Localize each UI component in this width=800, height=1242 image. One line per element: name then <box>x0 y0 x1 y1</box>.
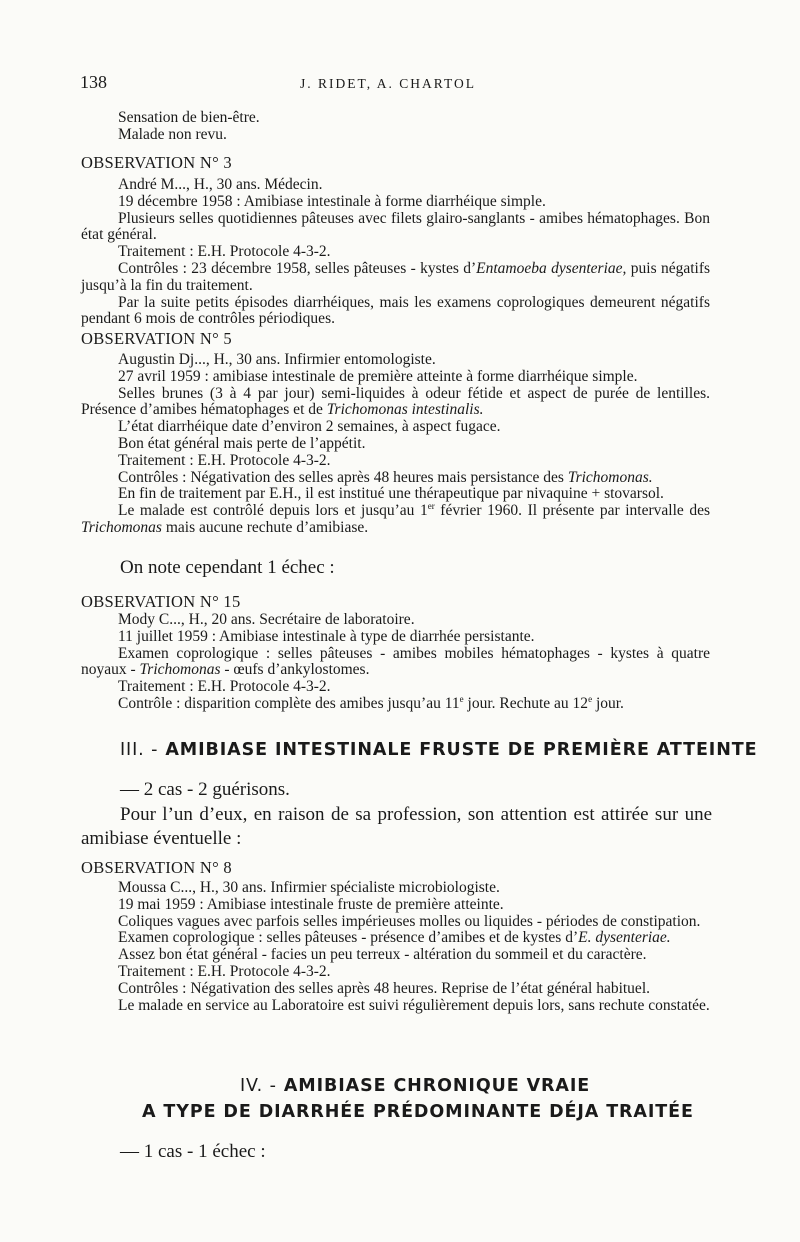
text-line: 11 juillet 1959 : Amibiase intestinale à type de diarrhée persistante. <box>118 627 535 645</box>
paragraph: Coliques vagues avec parfois selles impérieuses molles ou liquides - périodes de constipation. <box>118 912 701 930</box>
observation-3-body <box>81 177 710 328</box>
paragraph: Par la suite petits épisodes diarrhéiques, mais les examens coprologiques demeurent négatifs pendant 6 mois de contrôles périodiques. <box>81 293 710 328</box>
page-number: 138 <box>80 72 107 92</box>
text-line: Contrôle : disparition complète des amibes jusqu’au 11e jour. Rechute au 12e jour. <box>118 693 624 712</box>
text-line: Augustin Dj..., H., 30 ans. Infirmier entomologiste. <box>118 351 436 368</box>
section-3-title: AMIBIASE INTESTINALE FRUSTE DE PREMIÈRE ATTEINTE <box>165 740 758 760</box>
paragraph: En fin de traitement par E.H., il est institué une thérapeutique par nivaquine + stovarsol. <box>118 485 664 503</box>
observation-8-body <box>81 880 710 1014</box>
text-line: Traitement : E.H. Protocole 4-3-2. <box>118 243 331 261</box>
echec-line: On note cependant 1 échec : <box>120 557 335 578</box>
section-4-title-line1: AMIBIASE CHRONIQUE VRAIE <box>283 1076 591 1096</box>
observation-8-title: OBSERVATION N° 8 <box>81 858 232 877</box>
text-line: André M..., H., 30 ans. Médecin. <box>118 176 323 193</box>
text-line: L’état diarrhéique date d’environ 2 semaines, à aspect fugace. <box>118 418 501 436</box>
text-line: Mody C..., H., 20 ans. Secrétaire de laboratoire. <box>118 611 415 628</box>
text-line: Examen coprologique : selles pâteuses - présence d’amibes et de kystes d’E. dysenteriae. <box>118 929 671 947</box>
observation-3-title: OBSERVATION N° 3 <box>81 153 232 172</box>
text-line: Moussa C..., H., 30 ans. Infirmier spécialiste microbiologiste. <box>118 879 500 896</box>
section-4-title-line2: A TYPE DE DIARRHÉE PRÉDOMINANTE DÉJA TRAITÉE <box>142 1102 694 1122</box>
text-line: 19 décembre 1958 : Amibiase intestinale à forme diarrhéique simple. <box>118 192 546 210</box>
text-line: 19 mai 1959 : Amibiase intestinale fruste de première atteinte. <box>118 895 504 913</box>
paragraph: Selles brunes (3 à 4 par jour) semi-liquides à odeur fétide et aspect de purée de lentilles. Présence d’amibes hématophages et de Trichomonas intestinalis. <box>81 384 710 419</box>
text-line: 27 avril 1959 : amibiase intestinale de première atteinte à forme diarrhéique simple. <box>118 367 638 385</box>
observation-15-body <box>81 612 710 713</box>
observation-5-title: OBSERVATION N° 5 <box>81 329 232 348</box>
paragraph: Le malade est contrôlé depuis lors et jusqu’au 1er février 1960. Il présente par intervalle des Trichomonas mais aucune rechute d’amibiase. <box>81 501 710 536</box>
section-3-count: — 2 cas - 2 guérisons. <box>120 779 290 800</box>
paragraph: Pour l’un d’eux, en raison de sa profession, son attention est attirée sur une amibiase éventuelle : <box>81 804 712 849</box>
text-line: Assez bon état général - facies un peu terreux - altération du sommeil et du caractère. <box>118 946 647 964</box>
section-3-numeral: III. - <box>120 740 159 760</box>
top-text <box>81 110 710 144</box>
text-line: Traitement : E.H. Protocole 4-3-2. <box>118 451 331 469</box>
text-line: Sensation de bien-être. <box>118 109 260 126</box>
text-line: Malade non revu. <box>118 125 227 143</box>
section-4-numeral: IV. - <box>240 1076 277 1096</box>
running-title: J. RIDET, A. CHARTOL <box>300 76 476 91</box>
paragraph: Plusieurs selles quotidiennes pâteuses avec filets glairo-sanglants - amibes hématophages. Bon état général. <box>81 209 710 244</box>
text-line: Contrôles : Négativation des selles après 48 heures mais persistance des Trichomonas. <box>118 468 653 486</box>
paragraph: Le malade en service au Laboratoire est suivi régulièrement depuis lors, sans rechute constatée. <box>118 996 710 1014</box>
section-3-heading <box>120 740 757 760</box>
section-3-intro <box>81 803 712 851</box>
paragraph: Examen coprologique : selles pâteuses - amibes mobiles hématophages - kystes à quatre noyaux - Trichomonas - œufs d’ankylostomes. <box>81 644 710 679</box>
text-line: Bon état général mais perte de l’appétit. <box>118 434 366 452</box>
text-line: Traitement : E.H. Protocole 4-3-2. <box>118 678 331 696</box>
paragraph: Contrôles : 23 décembre 1958, selles pâteuses - kystes d’Entamoeba dysenteriae, puis négatifs jusqu’à la fin du traitement. <box>81 259 711 294</box>
text-line: Traitement : E.H. Protocole 4-3-2. <box>118 962 331 980</box>
section-4-heading-line1 <box>240 1076 590 1096</box>
text-line: Contrôles : Négativation des selles après 48 heures. Reprise de l’état général habituel. <box>118 979 650 997</box>
observation-5-body <box>81 352 710 537</box>
observation-15-title: OBSERVATION N° 15 <box>81 592 241 611</box>
section-4-count: — 1 cas - 1 échec : <box>120 1141 266 1162</box>
